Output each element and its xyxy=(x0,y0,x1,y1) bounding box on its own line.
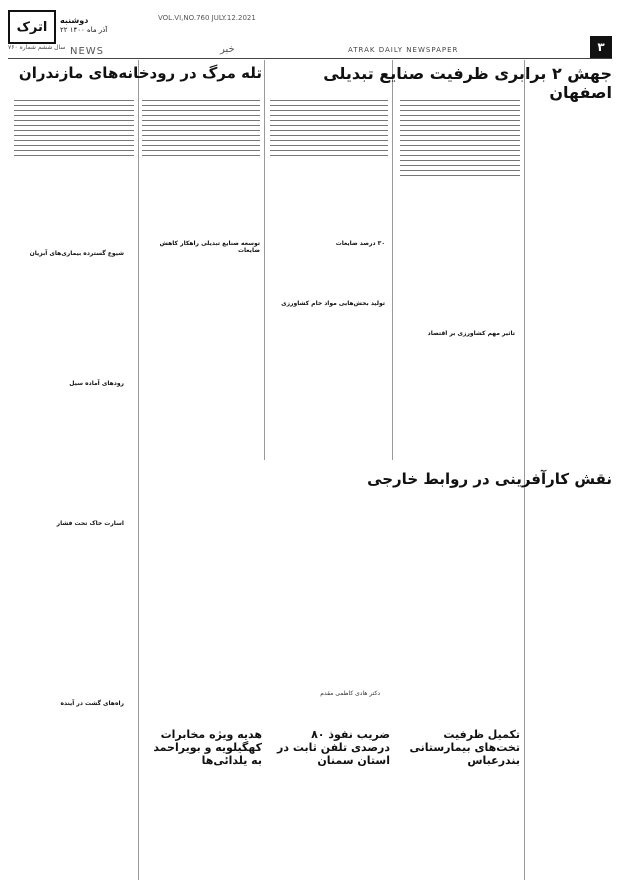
article-text-block-2 xyxy=(270,100,388,450)
left-headline: تله مرگ در رودخانه‌های مازندران xyxy=(18,64,262,82)
author-caption: دکتر هادی کاظمی مقدم xyxy=(320,690,380,697)
page-number: ۳ xyxy=(590,36,612,58)
article-text-block-1 xyxy=(400,100,520,450)
article-text-block-3 xyxy=(142,100,260,450)
logo-block xyxy=(8,8,128,56)
logo: اترک xyxy=(8,10,56,44)
newspaper-name: ATRAK DAILY NEWSPAPER xyxy=(348,46,459,54)
subhead-3: تولید بخش‌هایی مواد خام کشاورزی xyxy=(281,300,385,307)
subhead-8: راه‌های گشت در آینده xyxy=(60,700,124,707)
main-headline: جهش ۲ برابری ظرفیت صنایع تبدیلی اصفهان xyxy=(323,64,612,103)
article-text-block-4 xyxy=(14,100,134,860)
subhead-1: توسعه صنایع تبدیلی راهکار کاهش ضایعات xyxy=(159,240,260,254)
news-en-label: NEWS xyxy=(70,46,105,57)
masthead xyxy=(8,8,612,59)
day-label: دوشنبه xyxy=(60,16,89,25)
divider-1 xyxy=(264,60,265,460)
issue-meta: سال ششم شماره ۷۶۰ xyxy=(8,44,66,51)
subhead-4: تاثیر مهم کشاورزی بر اقتصاد xyxy=(427,330,515,337)
volume-line: VOL.VI,NO.760 JULY.12.2021 xyxy=(158,14,256,22)
divider-3 xyxy=(392,60,393,460)
divider-2 xyxy=(138,60,139,880)
subhead-5: شیوع گسترده بیماری‌های آبزیان xyxy=(29,250,124,257)
news-fa-label: خبر xyxy=(220,44,235,55)
subhead-2: ۳۰ درصد ضایعات xyxy=(335,240,385,247)
subhead-6: رودهای آماده سیل xyxy=(69,380,124,387)
subhead-7: اسارت خاک تحت فشار xyxy=(56,520,124,527)
date-fa: ۲۲ آذر ماه ۱۴۰۰ xyxy=(60,26,108,34)
bottom-right-headline: تکمیل ظرفیت تخت‌های بیمارستانی بندرعباس xyxy=(409,728,520,768)
bottom-mid-headline: ضریب نفوذ ۸۰ درصدی تلفن ثابت در استان سمنان xyxy=(277,728,390,768)
second-headline: نقش کارآفرینی در روابط خارجی xyxy=(367,470,612,488)
bottom-left-headline: هدیه ویژه مخابرات کهگیلویه و بویراحمد به یلدائی‌ها xyxy=(153,728,262,768)
